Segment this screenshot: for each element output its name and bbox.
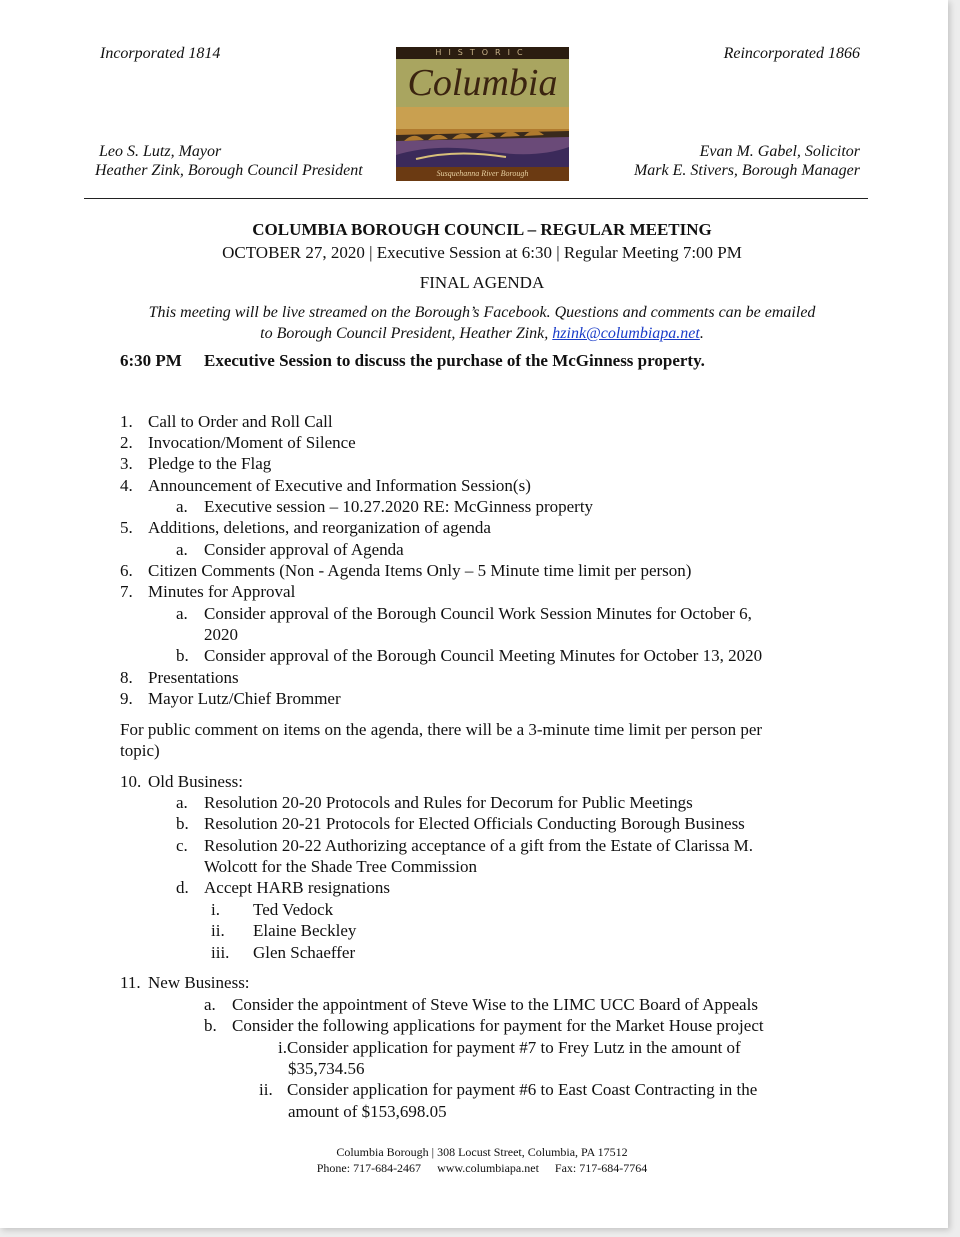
item-number: i.	[211, 900, 220, 919]
item-text: Call to Order and Roll Call	[148, 412, 333, 431]
agenda-item	[120, 581, 295, 602]
item-text: Citizen Comments (Non - Agenda Items Only – 5 Minute time limit per person)	[148, 561, 692, 580]
item-number: ii.	[259, 1080, 273, 1099]
item-number: a.	[176, 604, 188, 623]
email-link[interactable]: hzink@columbiapa.net	[552, 325, 700, 342]
agenda-subitem-continued: $35,734.56	[288, 1059, 365, 1078]
item-text: Accept HARB resignations	[204, 878, 391, 897]
item-text: Elaine Beckley	[253, 921, 357, 940]
officials-left	[95, 142, 363, 180]
footer-contact	[84, 1160, 880, 1176]
public-comment-note: For public comment on items on the agenda, there will be a 3-minute time limit per person per	[120, 720, 763, 739]
item-text: Consider the following applications for payment for the Market House project	[232, 1016, 764, 1035]
item-text: Resolution 20-20 Protocols and Rules for Decorum for Public Meetings	[204, 793, 693, 812]
council-president-name: Heather Zink, Borough Council President	[95, 162, 363, 179]
exec-text: Executive Session to discuss the purchase of the McGinness property.	[204, 351, 705, 370]
agenda-item	[120, 771, 243, 792]
agenda-subsubitem	[211, 920, 356, 941]
item-text: Consider approval of the Borough Council Work Session Minutes for October 6,	[204, 604, 752, 623]
item-number: 3.	[120, 454, 133, 473]
item-text: Consider approval of the Borough Council Meeting Minutes for October 13, 2020	[204, 646, 763, 665]
agenda-subitem	[176, 792, 693, 813]
footer-phone: Phone: 717-684-2467	[316, 1161, 422, 1175]
item-text: Invocation/Moment of Silence	[148, 433, 356, 452]
agenda-subsubitem	[259, 1079, 757, 1100]
item-number: b.	[176, 814, 189, 833]
columbia-logo	[396, 47, 569, 181]
executive-session-line	[120, 351, 705, 371]
item-number: a.	[176, 497, 188, 516]
agenda-subitem	[176, 835, 753, 856]
footer-fax: Fax: 717-684-7764	[554, 1161, 648, 1175]
item-number: 2.	[120, 433, 133, 452]
item-text: Presentations	[148, 668, 239, 687]
agenda-subitem	[176, 496, 593, 517]
item-number: 4.	[120, 476, 133, 495]
livestream-notice	[84, 302, 880, 344]
agenda-item	[120, 411, 333, 432]
item-text: Pledge to the Flag	[148, 454, 272, 473]
item-text: Old Business:	[148, 772, 243, 791]
footer-address: Columbia Borough | 308 Locust Street, Columbia, PA 17512	[336, 1145, 628, 1159]
agenda-subitem-continued: Wolcott for the Shade Tree Commission	[204, 857, 477, 876]
agenda-item	[120, 432, 356, 453]
item-text: Consider approval of Agenda	[204, 540, 404, 559]
agenda-item	[120, 517, 491, 538]
item-number: d.	[176, 878, 189, 897]
notice-line-1: This meeting will be live streamed on the Borough’s Facebook. Questions and comments can be emailed	[148, 304, 816, 321]
footer-website[interactable]: www.columbiapa.net	[437, 1161, 539, 1175]
notice-line-2	[84, 323, 880, 344]
incorporated-text: Incorporated 1814	[100, 45, 221, 62]
agenda-subsubitem	[259, 1037, 741, 1058]
agenda-subitem	[204, 994, 758, 1015]
item-number: iii.	[211, 943, 230, 962]
logo-top-text: HISTORIC	[396, 47, 569, 59]
agenda-subitem	[176, 813, 745, 834]
item-text: Consider application for payment #6 to East Coast Contracting in the	[287, 1080, 758, 1099]
item-text: Resolution 20-22 Authorizing acceptance of a gift from the Estate of Clarissa M.	[204, 836, 754, 855]
item-text: New Business:	[148, 973, 250, 992]
agenda-subsubitem	[211, 942, 355, 963]
agenda-item	[120, 972, 250, 993]
manager-name: Mark E. Stivers, Borough Manager	[633, 162, 860, 179]
item-text: Additions, deletions, and reorganization of agenda	[148, 518, 491, 537]
item-number: b.	[204, 1016, 217, 1035]
agenda-item	[120, 667, 239, 688]
notice-line-2-text: to Borough Council President, Heather Zink,	[260, 325, 553, 342]
exec-time: 6:30 PM	[120, 351, 182, 370]
item-text: Mayor Lutz/Chief Brommer	[148, 689, 341, 708]
agenda-item	[120, 688, 341, 709]
agenda-subitem-continued: amount of $153,698.05	[288, 1102, 447, 1121]
item-number: 10.	[120, 772, 142, 791]
item-text: Resolution 20-21 Protocols for Elected Officials Conducting Borough Business	[204, 814, 745, 833]
agenda-subitem-continued: 2020	[204, 625, 238, 644]
item-number: 7.	[120, 582, 133, 601]
agenda-subitem	[176, 645, 762, 666]
item-text: Ted Vedock	[253, 900, 334, 919]
agenda-item	[120, 560, 691, 581]
agenda-subitem	[176, 603, 752, 624]
agenda-label: FINAL AGENDA	[419, 273, 545, 292]
bridge-illustration	[396, 107, 569, 167]
item-number: a.	[176, 540, 188, 559]
item-number: b.	[176, 646, 189, 665]
meeting-title: COLUMBIA BOROUGH COUNCIL – REGULAR MEETING	[252, 220, 712, 239]
meeting-subtitle: OCTOBER 27, 2020 | Executive Session at 6:30 | Regular Meeting 7:00 PM	[222, 243, 742, 262]
agenda-subitem	[176, 877, 390, 898]
item-text: Announcement of Executive and Information Session(s)	[148, 476, 531, 495]
agenda-subsubitem	[211, 899, 333, 920]
item-text: Executive session – 10.27.2020 RE: McGinness property	[204, 497, 594, 516]
item-number: 5.	[120, 518, 133, 537]
header-divider	[84, 198, 868, 199]
solicitor-name: Evan M. Gabel, Solicitor	[699, 143, 860, 160]
item-number: 8.	[120, 668, 133, 687]
item-number: a.	[204, 995, 216, 1014]
item-text: Consider application for payment #7 to Frey Lutz in the amount of	[287, 1038, 741, 1057]
item-text: Minutes for Approval	[148, 582, 296, 601]
public-comment-note-continued: topic)	[120, 741, 160, 760]
item-number: 6.	[120, 561, 133, 580]
agenda-subitem	[176, 539, 404, 560]
item-text: Glen Schaeffer	[253, 943, 356, 962]
agenda-item	[120, 453, 271, 474]
item-number: 1.	[120, 412, 133, 431]
logo-wordmark: Columbia	[396, 59, 569, 107]
item-number: 9.	[120, 689, 133, 708]
mayor-name: Leo S. Lutz, Mayor	[99, 143, 222, 160]
officials-right	[634, 142, 860, 180]
page-footer	[84, 1144, 880, 1176]
item-number: a.	[176, 793, 188, 812]
item-number: c.	[176, 836, 188, 855]
item-text: Consider the appointment of Steve Wise to the LIMC UCC Board of Appeals	[232, 995, 758, 1014]
agenda-item	[120, 475, 531, 496]
item-number: ii.	[211, 921, 225, 940]
item-number: i.	[278, 1038, 287, 1057]
notice-end: .	[699, 325, 704, 342]
reincorporated-text: Reincorporated 1866	[723, 45, 860, 62]
logo-bottom-text: Susquehanna River Borough	[396, 167, 569, 181]
item-number: 11.	[120, 973, 141, 992]
agenda-subitem	[204, 1015, 764, 1036]
